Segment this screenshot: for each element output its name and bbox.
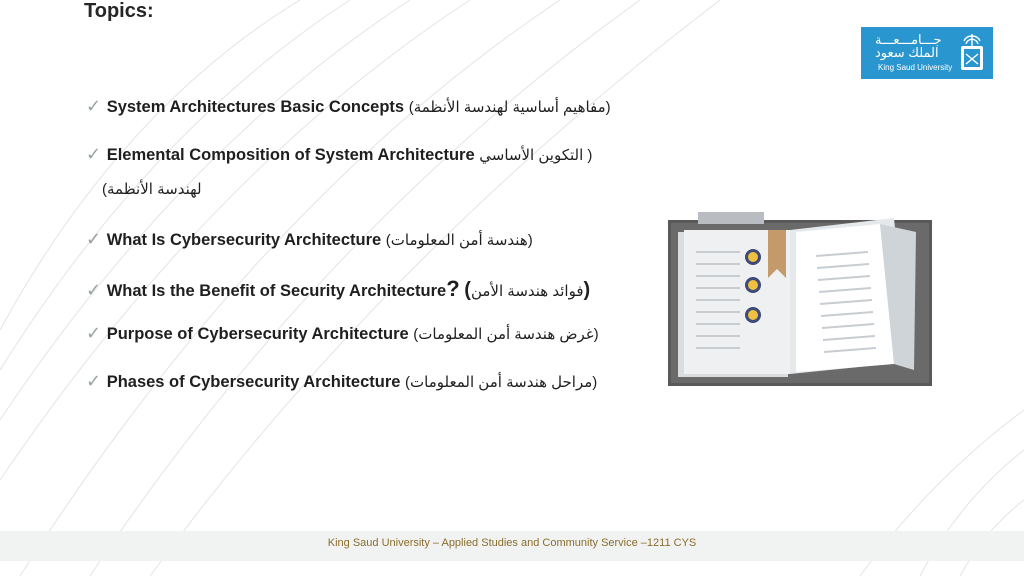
topic-item: ✓ System Architectures Basic Concepts (مفاهيم أساسية لهندسة الأنظمة) (86, 96, 615, 116)
open-book-illustration (668, 212, 932, 386)
topic-arabic: هندسة أمن المعلومات (390, 232, 528, 249)
footer-text: King Saud University – Applied Studies and Community Service –1211 CYS (327, 537, 697, 549)
question-mark: ? (446, 276, 460, 301)
page-title: Topics: (84, 0, 154, 22)
topic-arabic: فوائد هندسة الأمن (470, 283, 584, 300)
topic-english: Phases of Cybersecurity Architecture (106, 373, 401, 391)
palm-swords-emblem-icon (958, 32, 986, 74)
topic-arabic: مراحل هندسة أمن المعلومات (410, 374, 593, 391)
topic-arabic: غرض هندسة أمن المعلومات (418, 326, 594, 343)
topic-english: What Is Cybersecurity Architecture (106, 231, 382, 249)
topic-english: Purpose of Cybersecurity Architecture (106, 325, 409, 343)
logo-arabic-line2: الملك سعود (875, 45, 939, 60)
topic-english: Elemental Composition of System Architecture (106, 146, 475, 164)
topic-arabic: مفاهيم أساسية لهندسة الأنظمة (413, 99, 606, 116)
topic-arabic-continuation: لهندسة الأنظمة) (102, 181, 202, 198)
checkmark-icon: ✓ (86, 323, 102, 343)
topic-item: ✓ Elemental Composition of System Architecture ( التكوين الأساسي (86, 144, 597, 164)
logo-arabic-line1: جـــامـــعـــة (875, 32, 942, 47)
topic-english: System Architectures Basic Concepts (106, 98, 405, 116)
topic-item: ✓ Phases of Cybersecurity Architecture (مراحل هندسة أمن المعلومات) (86, 371, 598, 391)
checkmark-icon: ✓ (86, 96, 102, 116)
topic-item: ✓ What Is the Benefit of Security Architecture? (فوائد هندسة الأمن) (86, 276, 591, 301)
topic-item: ✓ Purpose of Cybersecurity Architecture (غرض هندسة أمن المعلومات) (86, 323, 599, 343)
university-logo (861, 27, 993, 79)
logo-english-name: King Saud University (878, 63, 953, 72)
checkmark-icon: ✓ (86, 144, 102, 164)
checkmark-icon: ✓ (86, 229, 102, 249)
topic-item: ✓ What Is Cybersecurity Architecture (هندسة أمن المعلومات) (86, 229, 537, 249)
topic-english: What Is the Benefit of Security Architecture (106, 282, 447, 300)
checkmark-icon: ✓ (86, 280, 102, 300)
checkmark-icon: ✓ (86, 371, 102, 391)
topic-arabic: التكوين الأساسي (479, 147, 584, 164)
